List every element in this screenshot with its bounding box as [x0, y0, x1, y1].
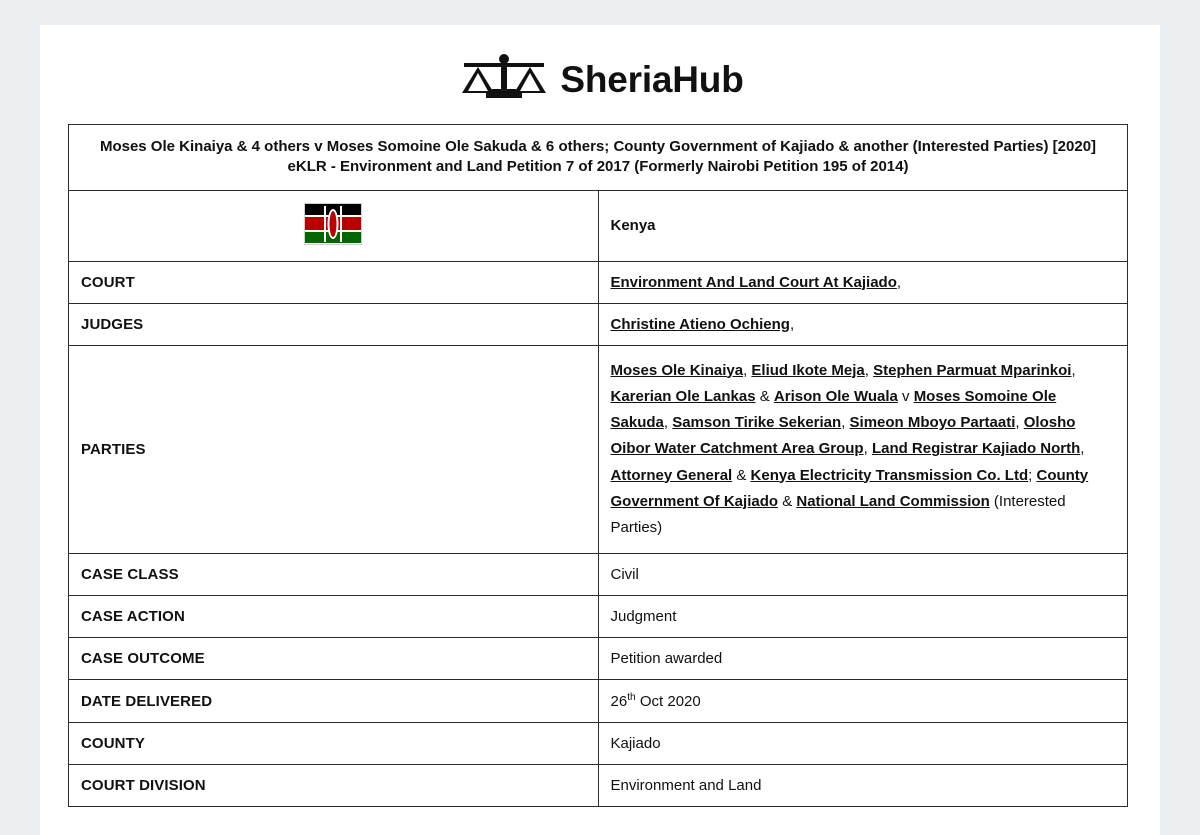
- party-link-respondent-6[interactable]: Attorney General: [610, 466, 733, 484]
- case-title: Moses Ole Kinaiya & 4 others v Moses Somoine Ole Sakuda & 6 others; County Government of Kajiado & another (Interested Parties) [2020] eKLR - Environment and Land Petition 7 of 2017 (Formerly Nairobi Petition 195 of 2014): [69, 125, 1128, 191]
- table-row-case-action: [69, 596, 1128, 638]
- label-case-outcome: CASE OUTCOME: [69, 638, 599, 680]
- table-row-parties: [69, 345, 1128, 554]
- court-suffix: ,: [896, 273, 902, 291]
- document-page: [40, 25, 1160, 835]
- date-day: 26: [610, 693, 628, 711]
- judge-link[interactable]: Christine Atieno Ochieng: [610, 315, 790, 333]
- table-row-court: [69, 261, 1128, 303]
- table-row-case-outcome: [69, 638, 1128, 680]
- party-link-respondent-5[interactable]: Land Registrar Kajiado North: [871, 440, 1081, 458]
- value-county: Kajiado: [598, 723, 1128, 765]
- date-rest: Oct 2020: [635, 693, 701, 711]
- party-link-petitioner-1[interactable]: Moses Ole Kinaiya: [610, 361, 744, 379]
- value-date-delivered: [598, 680, 1128, 723]
- label-case-class: CASE CLASS: [69, 554, 599, 596]
- value-case-class: Civil: [598, 554, 1128, 596]
- case-details-table: [68, 124, 1128, 807]
- value-case-outcome: Petition awarded: [598, 638, 1128, 680]
- label-parties: PARTIES: [69, 345, 599, 554]
- table-row-case-class: [69, 554, 1128, 596]
- party-link-respondent-1[interactable]: Moses Somoine Ole Sakuda: [610, 387, 1057, 431]
- party-link-respondent-4[interactable]: Olosho Oibor Water Catchment Area Group: [610, 414, 1076, 458]
- party-link-petitioner-5[interactable]: Arison Ole Wuala: [773, 387, 898, 405]
- brand-name: SheriaHub: [560, 59, 744, 100]
- label-court-division: COURT DIVISION: [69, 765, 599, 807]
- scales-of-justice-icon: [456, 53, 552, 106]
- kenya-flag-icon: [304, 203, 362, 245]
- versus-separator: v: [902, 387, 910, 405]
- value-judges: [598, 303, 1128, 345]
- value-court: [598, 261, 1128, 303]
- label-judges: JUDGES: [69, 303, 599, 345]
- country-value: Kenya: [598, 190, 1128, 261]
- label-case-action: CASE ACTION: [69, 596, 599, 638]
- table-row-title: [69, 125, 1128, 191]
- party-link-respondent-2[interactable]: Samson Tirike Sekerian: [672, 414, 842, 431]
- brand-header: [68, 43, 1132, 124]
- party-link-petitioner-4[interactable]: Karerian Ole Lankas: [610, 387, 756, 405]
- party-link-interested-2[interactable]: National Land Commission: [796, 492, 990, 510]
- party-link-interested-1[interactable]: County Government Of Kajiado: [610, 466, 1089, 510]
- judges-suffix: ,: [789, 315, 795, 333]
- value-parties: Moses Ole Kinaiya, Eliud Ikote Meja, Stephen Parmuat Mparinkoi, Karerian Ole Lankas & Arison Ole Wuala v Moses Somoine Ole Sakuda, Samson Tirike Sekerian, Simeon Mboyo Partaati, Olosho Oibor Water Catchment Area Group, Land Registrar Kajiado North, Attorney General & Kenya Electricity Transmission Co. Ltd; County Government Of Kajiado & National Land Commission (Interested Parties): [598, 345, 1128, 554]
- label-date-delivered: DATE DELIVERED: [69, 680, 599, 723]
- table-row-court-division: [69, 765, 1128, 807]
- date-ordinal: th: [627, 692, 636, 704]
- flag-cell: [69, 190, 599, 261]
- value-court-division: Environment and Land: [598, 765, 1128, 807]
- table-row-judges: [69, 303, 1128, 345]
- value-case-action: Judgment: [598, 596, 1128, 638]
- party-link-respondent-3[interactable]: Simeon Mboyo Partaati: [849, 414, 1016, 431]
- table-row-country: [69, 190, 1128, 261]
- label-county: COUNTY: [69, 723, 599, 765]
- party-link-respondent-7[interactable]: Kenya Electricity Transmission Co. Ltd: [750, 466, 1029, 484]
- court-link[interactable]: Environment And Land Court At Kajiado: [610, 273, 897, 291]
- party-link-petitioner-3[interactable]: Stephen Parmuat Mparinkoi: [873, 361, 1072, 379]
- table-row-date-delivered: [69, 680, 1128, 723]
- party-link-petitioner-2[interactable]: Eliud Ikote Meja: [751, 361, 865, 379]
- label-court: COURT: [69, 261, 599, 303]
- interested-parties-note: (Interested Parties): [610, 492, 1066, 536]
- table-row-county: [69, 723, 1128, 765]
